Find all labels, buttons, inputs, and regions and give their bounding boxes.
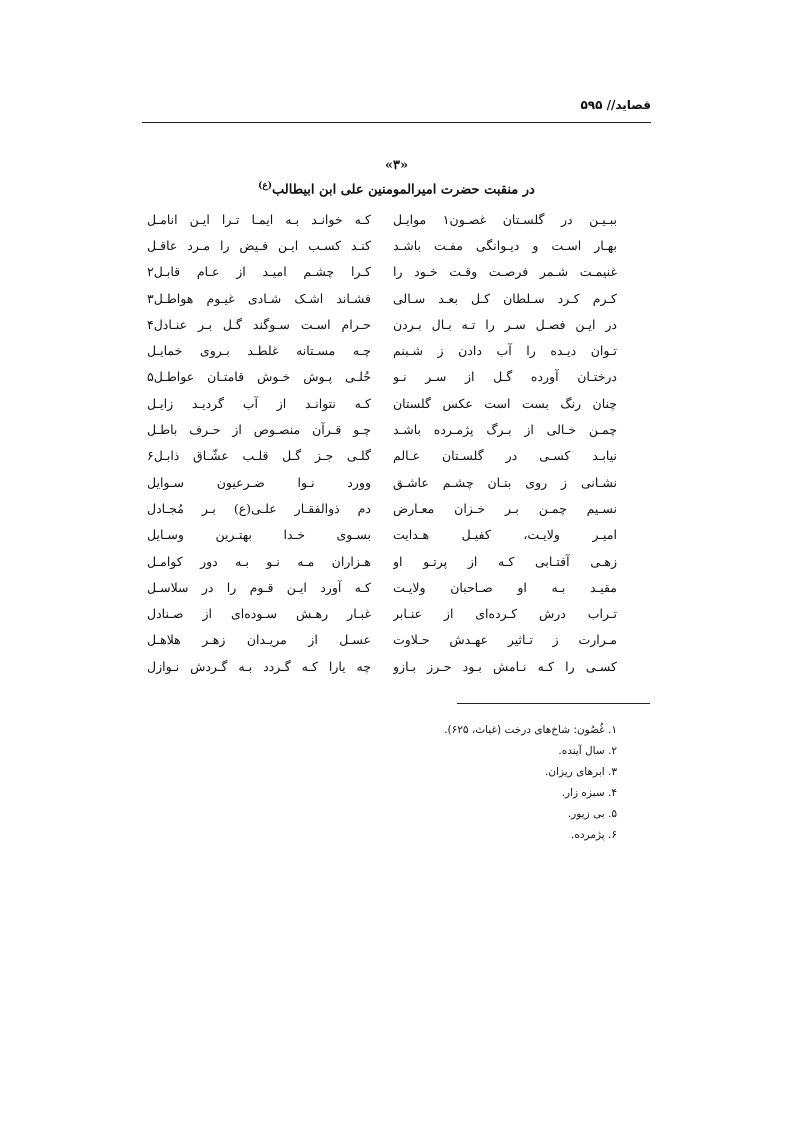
poem-title-text: در منقبت حضرت امیرالمومنین علی ابن ابیطالب — [272, 182, 535, 198]
couplet — [147, 232, 617, 258]
footnote-item: ۲. سال آینده. — [558, 745, 617, 757]
couplet-first-hemistich: نسـیم چمـن بـر خـزان معـارض — [393, 500, 617, 516]
couplet — [147, 364, 617, 390]
couplet-second-hemistich: کنـد کسـب ایـن فـیض را مـرد عاقـل — [147, 237, 371, 253]
couplet — [147, 627, 617, 653]
couplet — [147, 337, 617, 363]
couplet-first-hemistich: بهـار اسـت و دیـوانگی مفـت باشـد — [393, 237, 617, 253]
couplet — [147, 574, 617, 600]
couplet — [147, 416, 617, 442]
couplet-second-hemistich: حـرام اسـت سـوگند گـل بـر عنـادل۴ — [147, 316, 371, 332]
couplet-second-hemistich: هـزاران مـه نـو بـه دور کوامـل — [147, 553, 371, 569]
couplet-first-hemistich: چنان رنگ بست است عکس گلستان — [393, 395, 617, 411]
couplet-first-hemistich: نشـانی ز روی بتـان چشـم عاشـق — [393, 474, 617, 490]
couplet — [147, 285, 617, 311]
couplet — [147, 259, 617, 285]
couplet-first-hemistich: ببـیـن در گلسـتان غصـون۱ موایـل — [393, 211, 617, 227]
couplet-second-hemistich: کـرا چشـم امیـد از عـام قابـل۲ — [147, 264, 371, 280]
couplet-first-hemistich: در ایـن فصـل سـر را تـه بـال بـردن — [393, 316, 617, 332]
couplet-second-hemistich: عسـل از مریـدان زهـر هلاهـل — [147, 632, 371, 648]
couplet-first-hemistich: کسـی را کـه نـامش بـود حـرز بـازو — [393, 658, 617, 674]
couplet-second-hemistich: غبـار رهـش سـوده‌ای از صـنادل — [147, 606, 371, 622]
poem-number: «۳» — [384, 158, 409, 173]
poem-title-honorific: (ع) — [258, 181, 273, 191]
couplet-second-hemistich: چـو قـرآن منصـوص از حـرف باطـل — [147, 422, 371, 438]
poem-title — [0, 181, 793, 197]
footnote-item: ۴. سبزه زار. — [561, 787, 617, 799]
footnote-item: ۶. پژمرده. — [571, 829, 617, 841]
couplet — [147, 548, 617, 574]
couplet — [147, 390, 617, 416]
couplet-first-hemistich: امیـر ولایـت، کفیـل هـدایت — [393, 527, 617, 543]
couplet-second-hemistich: چـه مسـتانه غلطـد بـروی خمایـل — [147, 343, 371, 359]
footnote-item: ۵. بی زیور. — [567, 808, 617, 820]
couplet-second-hemistich: گلـی جـز گـل قلـب عشّـاق ذابـل۶ — [147, 448, 371, 464]
couplet — [147, 653, 617, 679]
running-head: قصاید// ۵۹۵ — [580, 98, 651, 112]
couplet — [147, 469, 617, 495]
couplet-first-hemistich: تـوان دیـده را آب دادن ز شـبنم — [393, 343, 617, 359]
couplet-first-hemistich: مقیـد بـه او صـاحبان ولایـت — [393, 579, 617, 595]
couplet — [147, 522, 617, 548]
couplet-first-hemistich: چمـن خـالی از بـرگ پژمـرده باشـد — [393, 422, 617, 438]
couplet-second-hemistich: چه یارا کـه گـردد بـه گـردش نـوازل — [147, 658, 371, 674]
couplet — [147, 443, 617, 469]
header-rule — [142, 122, 651, 123]
couplet-second-hemistich: کـه آورد ایـن قـوم را در سلاسـل — [147, 579, 371, 595]
footnote-rule — [457, 703, 650, 704]
couplet-second-hemistich: کـه خوانـد بـه ایمـا تـرا ایـن انامـل — [147, 211, 371, 227]
couplet — [147, 206, 617, 232]
footnote-item: ۱. غُصُون: شاخ‌های درخت (غیاث، ۶۲۵). — [444, 724, 617, 736]
footnotes — [217, 720, 617, 846]
couplet — [147, 495, 617, 521]
couplet-first-hemistich: درختـان آورده گـل از سـر نـو — [393, 369, 617, 385]
couplet-first-hemistich: زهـی آفتـابی کـه از پرتـو او — [393, 553, 617, 569]
couplet-second-hemistich: کـه نتوانـد از آب گردیـد زایـل — [147, 395, 371, 411]
couplet-first-hemistich: نیابـد کسـی در گلسـتان عـالم — [393, 448, 617, 464]
couplet-first-hemistich: مـرارت ز تـاثیر عهـدش حـلاوت — [393, 632, 617, 648]
couplets-block — [147, 206, 617, 679]
couplet-second-hemistich: فشـاند اشـک شـادی غیـوم هواطـل۳ — [147, 290, 371, 306]
couplet — [147, 600, 617, 626]
couplet-first-hemistich: کـرم کـرد سـلطان کـل بعـد سـالی — [393, 290, 617, 306]
couplet-second-hemistich: حُلـی پـوش خـوش قامتـان عواطـل۵ — [147, 369, 371, 385]
couplet — [147, 311, 617, 337]
couplet-first-hemistich: غنیمـت شـمر فرصـت وقـت خـود را — [393, 264, 617, 280]
couplet-second-hemistich: بسـوی خـدا بهتـرین وسـایل — [147, 527, 371, 543]
couplet-first-hemistich: تـراب درش کـرده‌ای از عنـابر — [393, 606, 617, 622]
couplet-second-hemistich: وورد نـوا ضـرعیون سـوایل — [147, 474, 371, 490]
footnote-item: ۳. ابرهای ریزان. — [545, 766, 617, 778]
couplet-second-hemistich: دم ذوالفقـار علـی(ع) بـر مُجـادل — [147, 500, 371, 516]
